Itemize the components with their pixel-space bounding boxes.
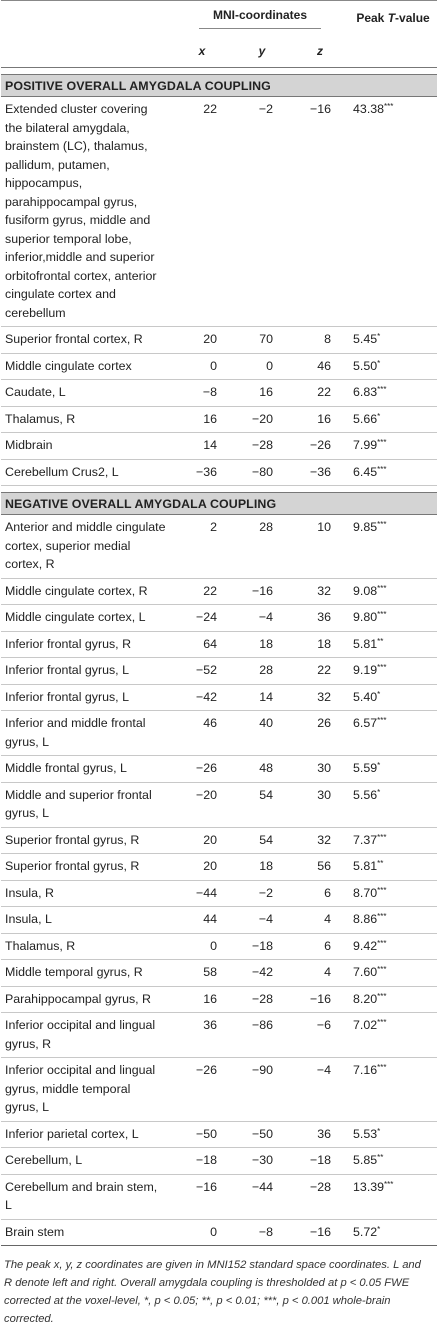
table-row <box>1 327 437 354</box>
y-cell: −4 <box>233 605 291 632</box>
spacer-cell <box>1 486 437 493</box>
y-cell: −86 <box>233 1013 291 1058</box>
region-cell: Superior frontal cortex, R <box>1 327 171 354</box>
peak-t-cell <box>349 578 437 605</box>
z-cell: −16 <box>291 97 349 327</box>
significance-marker: *** <box>377 464 387 474</box>
x-header: x <box>198 44 206 58</box>
z-cell: 32 <box>291 827 349 854</box>
header-row-axes <box>1 35 437 68</box>
peak-label-t: T <box>387 11 396 25</box>
region-cell: Thalamus, R <box>1 406 171 433</box>
peak-t-value: 8.20 <box>353 991 378 1006</box>
table-row <box>1 986 437 1013</box>
x-cell: −52 <box>171 658 233 685</box>
significance-marker: *** <box>377 583 387 593</box>
peak-t-value: 7.02 <box>353 1018 378 1032</box>
significance-marker: ** <box>377 1153 384 1162</box>
peak-t-cell <box>349 711 437 756</box>
table-row <box>1 97 437 327</box>
region-cell: Inferior and middle frontal gyrus, L <box>1 711 171 756</box>
z-cell: 22 <box>291 380 349 407</box>
z-cell: 4 <box>291 907 349 934</box>
y-cell: −28 <box>233 433 291 460</box>
x-cell: 0 <box>171 1219 233 1246</box>
peak-t-cell <box>349 933 437 960</box>
y-cell: 48 <box>233 756 291 783</box>
y-cell: −30 <box>233 1148 291 1175</box>
peak-t-cell <box>349 1058 437 1122</box>
significance-marker: * <box>377 787 381 797</box>
region-subheader <box>1 35 171 68</box>
table-row <box>1 1121 437 1148</box>
significance-marker: *** <box>377 965 387 974</box>
z-cell: 26 <box>291 711 349 756</box>
region-cell: Brain stem <box>1 1219 171 1246</box>
table-row <box>1 711 437 756</box>
x-cell: 0 <box>171 353 233 380</box>
y-cell: −8 <box>233 1219 291 1246</box>
x-cell: 64 <box>171 631 233 658</box>
peak-t-cell <box>349 960 437 987</box>
table-row <box>1 782 437 827</box>
significance-marker: *** <box>377 610 387 619</box>
significance-marker: *** <box>377 520 387 529</box>
table-row <box>1 433 437 460</box>
peak-t-cell <box>349 406 437 433</box>
y-cell: 28 <box>233 658 291 685</box>
peak-t-cell <box>349 1121 437 1148</box>
z-cell: 4 <box>291 960 349 987</box>
peak-t-cell <box>349 459 437 486</box>
x-cell: 44 <box>171 907 233 934</box>
significance-marker: *** <box>384 1179 394 1189</box>
section-title: NEGATIVE OVERALL AMYGDALA COUPLING <box>1 493 437 515</box>
z-cell: 56 <box>291 854 349 881</box>
significance-marker: * <box>377 411 381 421</box>
x-cell: 22 <box>171 97 233 327</box>
peak-t-cell <box>349 433 437 460</box>
z-cell: 22 <box>291 658 349 685</box>
region-cell: Inferior parietal cortex, L <box>1 1121 171 1148</box>
section-spacer <box>1 68 437 75</box>
region-cell: Inferior occipital and lingual gyrus, R <box>1 1013 171 1058</box>
y-header: y <box>258 44 266 58</box>
x-cell: 2 <box>171 515 233 579</box>
peak-t-cell <box>349 1219 437 1246</box>
x-cell: 16 <box>171 986 233 1013</box>
section-header-row <box>1 75 437 97</box>
significance-marker: *** <box>377 385 387 394</box>
z-cell: 36 <box>291 605 349 632</box>
section-header-row <box>1 493 437 515</box>
peak-t-value: 5.53 <box>353 1126 378 1141</box>
significance-marker: *** <box>377 832 387 842</box>
z-cell: 32 <box>291 578 349 605</box>
x-cell: −8 <box>171 380 233 407</box>
z-cell: −16 <box>291 1219 349 1246</box>
peak-t-value: 13.39 <box>353 1179 385 1194</box>
table-header <box>1 1 437 68</box>
y-cell: 0 <box>233 353 291 380</box>
region-cell: Cerebellum, L <box>1 1148 171 1175</box>
peak-subheader <box>349 35 437 68</box>
x-cell: 14 <box>171 433 233 460</box>
region-cell: Middle cingulate cortex, R <box>1 578 171 605</box>
y-cell: 18 <box>233 854 291 881</box>
table-row <box>1 1148 437 1175</box>
region-cell: Inferior occipital and lingual gyrus, middle temporal gyrus, L <box>1 1058 171 1122</box>
region-cell: Middle cingulate cortex <box>1 353 171 380</box>
x-cell: −20 <box>171 782 233 827</box>
table-row <box>1 578 437 605</box>
peak-t-cell <box>349 1174 437 1219</box>
peak-t-value: 8.70 <box>353 885 378 900</box>
peak-t-value: 5.45 <box>353 332 378 346</box>
x-cell: 0 <box>171 933 233 960</box>
table-row <box>1 406 437 433</box>
x-cell: −50 <box>171 1121 233 1148</box>
region-cell: Middle and superior frontal gyrus, L <box>1 782 171 827</box>
peak-t-value: 5.56 <box>353 787 378 802</box>
table-row <box>1 827 437 854</box>
peak-t-value: 9.08 <box>353 583 378 598</box>
region-cell: Inferior frontal gyrus, R <box>1 631 171 658</box>
peak-t-value: 5.81 <box>353 636 378 651</box>
peak-t-value: 43.38 <box>353 102 385 116</box>
peak-t-value: 9.80 <box>353 610 378 624</box>
x-cell: 20 <box>171 827 233 854</box>
z-cell: 32 <box>291 684 349 711</box>
significance-marker: * <box>377 358 381 368</box>
peak-t-cell <box>349 827 437 854</box>
significance-marker: ** <box>377 636 384 646</box>
table-row <box>1 658 437 685</box>
significance-marker: *** <box>377 716 387 725</box>
x-cell: 22 <box>171 578 233 605</box>
peak-t-value: 5.81 <box>353 859 378 873</box>
region-cell: Anterior and middle cingulate cortex, superior medial cortex, R <box>1 515 171 579</box>
x-cell: −26 <box>171 1058 233 1122</box>
table-row <box>1 933 437 960</box>
y-cell: 70 <box>233 327 291 354</box>
y-cell: −28 <box>233 986 291 1013</box>
peak-t-value: 5.59 <box>353 761 378 775</box>
peak-t-value: 6.83 <box>353 385 378 399</box>
z-header: z <box>317 44 324 58</box>
y-cell: −90 <box>233 1058 291 1122</box>
y-cell: 28 <box>233 515 291 579</box>
significance-marker: *** <box>377 938 387 948</box>
significance-marker: ** <box>377 859 384 868</box>
region-cell: Parahippocampal gyrus, R <box>1 986 171 1013</box>
peak-t-value: 5.40 <box>353 689 378 704</box>
x-cell: −42 <box>171 684 233 711</box>
table-body <box>1 68 437 1246</box>
y-cell: 18 <box>233 631 291 658</box>
y-cell: 14 <box>233 684 291 711</box>
significance-marker: *** <box>377 885 387 895</box>
peak-t-cell <box>349 631 437 658</box>
x-cell: −36 <box>171 459 233 486</box>
y-cell: 16 <box>233 380 291 407</box>
x-cell: 20 <box>171 327 233 354</box>
peak-t-cell <box>349 353 437 380</box>
results-table <box>1 0 437 1246</box>
table-row <box>1 684 437 711</box>
significance-marker: * <box>377 1126 381 1136</box>
peak-t-cell <box>349 327 437 354</box>
region-cell: Inferior frontal gyrus, L <box>1 658 171 685</box>
region-header <box>1 1 171 36</box>
table-footnote: The peak x, y, z coordinates are given in MNI152 standard space coordinates. L and R denote left and right. Overall amygdala coupling is thresholded at p < 0.05 FWE corrected at the voxel-level, *, p < 0.05; **, p < 0.01; ***, p < 0.001 whole-brain corrected. <box>4 1259 421 1325</box>
z-cell: −28 <box>291 1174 349 1219</box>
x-cell: −26 <box>171 756 233 783</box>
significance-marker: * <box>377 1224 381 1234</box>
peak-t-value-header <box>349 1 437 36</box>
x-cell: 58 <box>171 960 233 987</box>
peak-t-cell <box>349 658 437 685</box>
region-cell: Extended cluster covering the bilateral amygdala, brainstem (LC), thalamus, pallidum, putamen, hippocampus, parahippocampal gyrus, fusiform gyrus, middle and superior temporal lobe, inferior,middle and superior orbitofrontal cortex, anterior cingulate cortex and cerebellum <box>1 97 171 327</box>
peak-t-value: 9.42 <box>353 938 378 953</box>
z-cell: 30 <box>291 756 349 783</box>
peak-label-suffix: -value <box>395 11 430 25</box>
region-cell: Superior frontal gyrus, R <box>1 854 171 881</box>
peak-t-cell <box>349 1013 437 1058</box>
peak-t-value: 9.19 <box>353 663 378 677</box>
y-cell: 40 <box>233 711 291 756</box>
header-row-top <box>1 1 437 36</box>
peak-t-value: 6.45 <box>353 464 378 479</box>
region-cell: Caudate, L <box>1 380 171 407</box>
peak-t-cell <box>349 880 437 907</box>
x-cell: −18 <box>171 1148 233 1175</box>
y-cell: −2 <box>233 97 291 327</box>
z-cell: −36 <box>291 459 349 486</box>
peak-t-cell <box>349 380 437 407</box>
region-cell: Insula, R <box>1 880 171 907</box>
z-cell: 18 <box>291 631 349 658</box>
peak-t-cell <box>349 782 437 827</box>
peak-t-cell <box>349 907 437 934</box>
y-cell: −42 <box>233 960 291 987</box>
peak-t-value: 5.85 <box>353 1153 378 1167</box>
z-cell: −18 <box>291 1148 349 1175</box>
peak-t-cell <box>349 1148 437 1175</box>
table-row <box>1 960 437 987</box>
z-cell: 30 <box>291 782 349 827</box>
region-cell: Middle frontal gyrus, L <box>1 756 171 783</box>
table-row <box>1 353 437 380</box>
significance-marker: * <box>377 332 381 341</box>
region-cell: Superior frontal gyrus, R <box>1 827 171 854</box>
table-row <box>1 515 437 579</box>
peak-t-cell <box>349 605 437 632</box>
table-row <box>1 1219 437 1246</box>
significance-marker: *** <box>377 991 387 1001</box>
mni-coordinates-label: MNI-coordinates <box>199 8 321 29</box>
z-cell: −26 <box>291 433 349 460</box>
peak-t-value: 7.37 <box>353 832 378 847</box>
y-cell: 54 <box>233 782 291 827</box>
x-cell: 46 <box>171 711 233 756</box>
x-cell: −44 <box>171 880 233 907</box>
z-cell: 6 <box>291 933 349 960</box>
table-row <box>1 1013 437 1058</box>
table-row <box>1 880 437 907</box>
significance-marker: *** <box>377 663 387 672</box>
peak-t-cell <box>349 515 437 579</box>
region-cell: Cerebellum and brain stem, L <box>1 1174 171 1219</box>
peak-t-value: 8.86 <box>353 912 378 926</box>
region-cell: Thalamus, R <box>1 933 171 960</box>
z-cell: −6 <box>291 1013 349 1058</box>
section-title: POSITIVE OVERALL AMYGDALA COUPLING <box>1 75 437 97</box>
table-row <box>1 605 437 632</box>
y-cell: −80 <box>233 459 291 486</box>
z-cell: 46 <box>291 353 349 380</box>
table-row <box>1 1058 437 1122</box>
region-cell: Middle temporal gyrus, R <box>1 960 171 987</box>
peak-t-value: 5.50 <box>353 358 378 373</box>
z-cell: 36 <box>291 1121 349 1148</box>
peak-t-value: 7.16 <box>353 1063 378 1077</box>
y-cell: −44 <box>233 1174 291 1219</box>
y-cell: −18 <box>233 933 291 960</box>
z-cell: 8 <box>291 327 349 354</box>
z-cell: 6 <box>291 880 349 907</box>
significance-marker: *** <box>384 102 394 111</box>
table-row <box>1 854 437 881</box>
peak-t-cell <box>349 986 437 1013</box>
peak-t-value: 6.57 <box>353 716 378 730</box>
peak-t-value: 7.99 <box>353 438 378 452</box>
region-cell: Cerebellum Crus2, L <box>1 459 171 486</box>
significance-marker: * <box>377 761 381 770</box>
table-row <box>1 756 437 783</box>
x-cell: −16 <box>171 1174 233 1219</box>
y-cell: −2 <box>233 880 291 907</box>
peak-t-cell <box>349 684 437 711</box>
table-row <box>1 631 437 658</box>
peak-t-value: 9.85 <box>353 520 378 534</box>
mni-coordinates-header <box>171 1 349 36</box>
peak-t-cell <box>349 756 437 783</box>
region-cell: Middle cingulate cortex, L <box>1 605 171 632</box>
x-cell: −24 <box>171 605 233 632</box>
table-row <box>1 459 437 486</box>
x-cell: 16 <box>171 406 233 433</box>
significance-marker: *** <box>377 438 387 447</box>
region-cell: Insula, L <box>1 907 171 934</box>
region-cell: Inferior frontal gyrus, L <box>1 684 171 711</box>
peak-t-value: 5.66 <box>353 411 378 426</box>
z-cell: −16 <box>291 986 349 1013</box>
x-cell: 20 <box>171 854 233 881</box>
table-row <box>1 1174 437 1219</box>
x-cell: 36 <box>171 1013 233 1058</box>
table-row <box>1 907 437 934</box>
y-cell: −20 <box>233 406 291 433</box>
peak-t-cell <box>349 854 437 881</box>
significance-marker: *** <box>377 1063 387 1072</box>
y-cell: −4 <box>233 907 291 934</box>
table-row <box>1 380 437 407</box>
y-cell: 54 <box>233 827 291 854</box>
peak-label-prefix: Peak <box>356 11 388 25</box>
z-cell: 10 <box>291 515 349 579</box>
peak-t-value: 5.72 <box>353 1224 378 1239</box>
y-cell: −50 <box>233 1121 291 1148</box>
significance-marker: * <box>377 689 381 699</box>
significance-marker: *** <box>377 1018 387 1027</box>
section-spacer <box>1 486 437 493</box>
significance-marker: *** <box>377 912 387 921</box>
peak-t-cell <box>349 97 437 327</box>
spacer-cell <box>1 68 437 75</box>
region-cell: Midbrain <box>1 433 171 460</box>
z-cell: −4 <box>291 1058 349 1122</box>
y-cell: −16 <box>233 578 291 605</box>
z-cell: 16 <box>291 406 349 433</box>
peak-t-value: 7.60 <box>353 965 378 979</box>
